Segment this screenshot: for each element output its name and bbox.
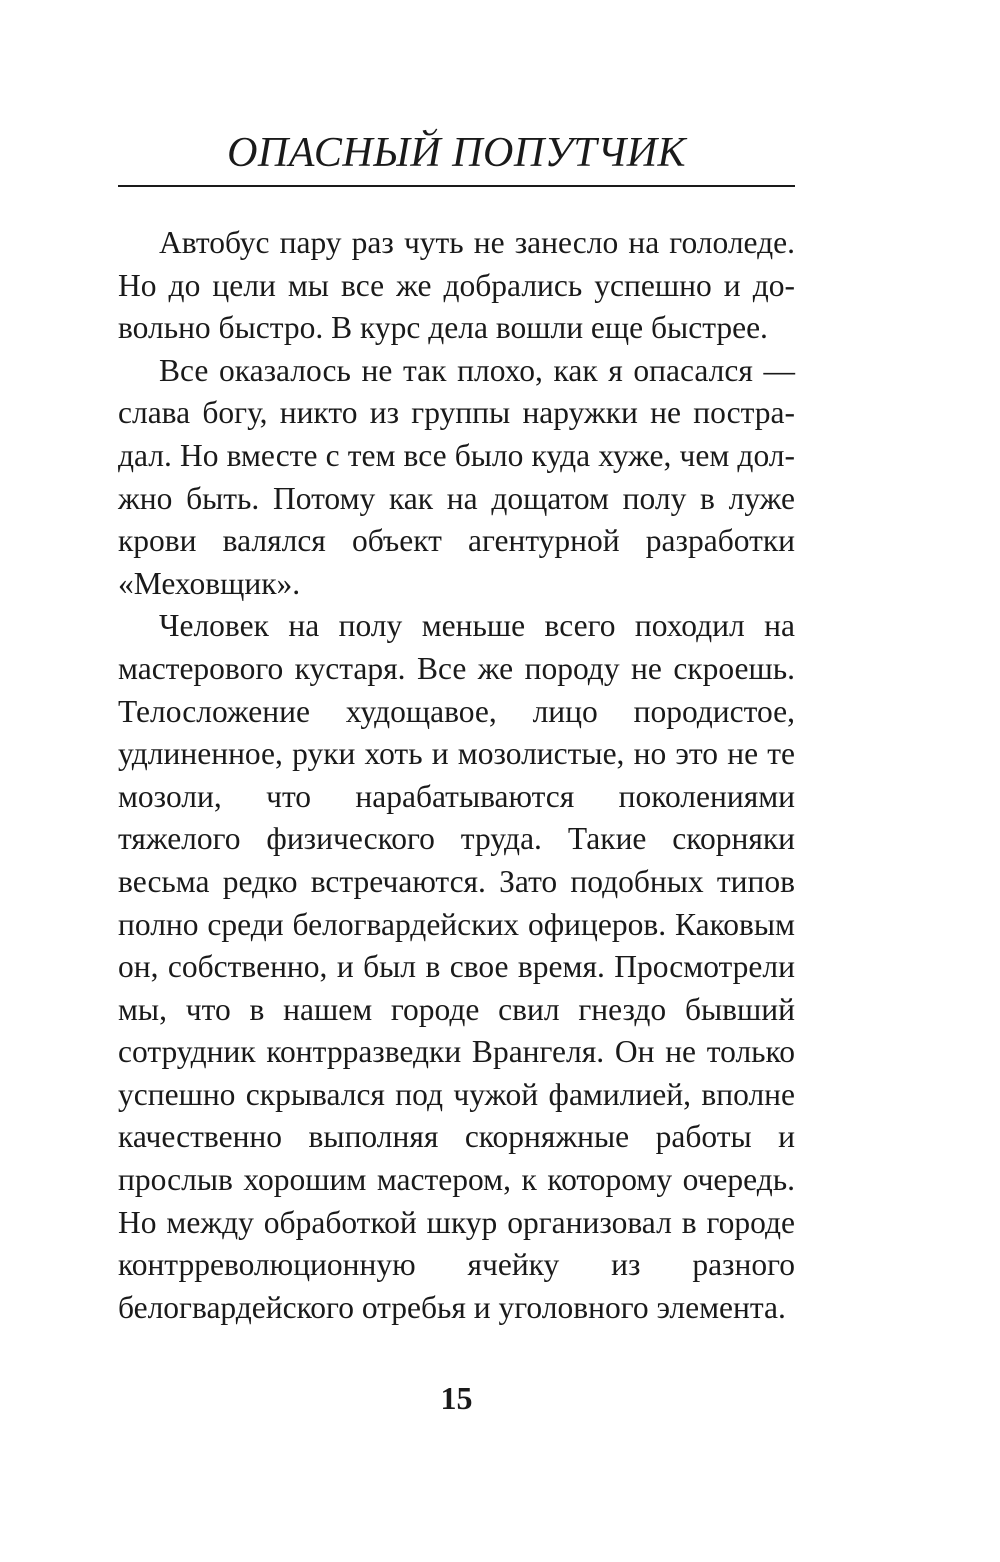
header-rule (118, 185, 795, 187)
paragraph: Человек на полу меньше всего походил на мастерового кустаря. Все же породу не скроешь. Телосложение худощавое, лицо породистое, удлиненное, руки хоть и мозолистые, но это не те мозоли, что нарабатываются поколениями тяжелого физического труда. Такие скорняки весьма редко встречаются. Зато подобных типов полно среди белогвардейских офицеров. Каковым он, собственно, и был в свое время. Просмотрели мы, что в нашем городе свил гнездо бывший сотрудник контрразведки Врангеля. Он не только успешно скрывался под чужой фамилией, вполне качественно выполняя скорняжные работы и прослыв хорошим мастером, к которому очередь. Но между обработкой шкур организовал в городе контрреволюционную ячейку из разного белогвардейского отребья и уголовного элемента. (118, 608, 795, 1325)
paragraph: Все оказалось не так плохо, как я опасался — слава богу, никто из группы наружки не пострадал. Но вместе с тем все было куда хуже, чем должно быть. Потому как на дощатом полу в луже крови валялся объект агентурной разработки «Меховщик». (118, 352, 795, 601)
paragraph: Автобус пару раз чуть не занесло на гололеде. Но до цели мы все же добрались успешно и довольно быстро. В курс дела вошли еще быстрее. (118, 225, 795, 346)
running-head: ОПАСНЫЙ ПОПУТЧИК (227, 130, 686, 176)
page-number: 15 (440, 1380, 473, 1416)
body-text (118, 222, 795, 1329)
book-page (118, 0, 795, 1562)
